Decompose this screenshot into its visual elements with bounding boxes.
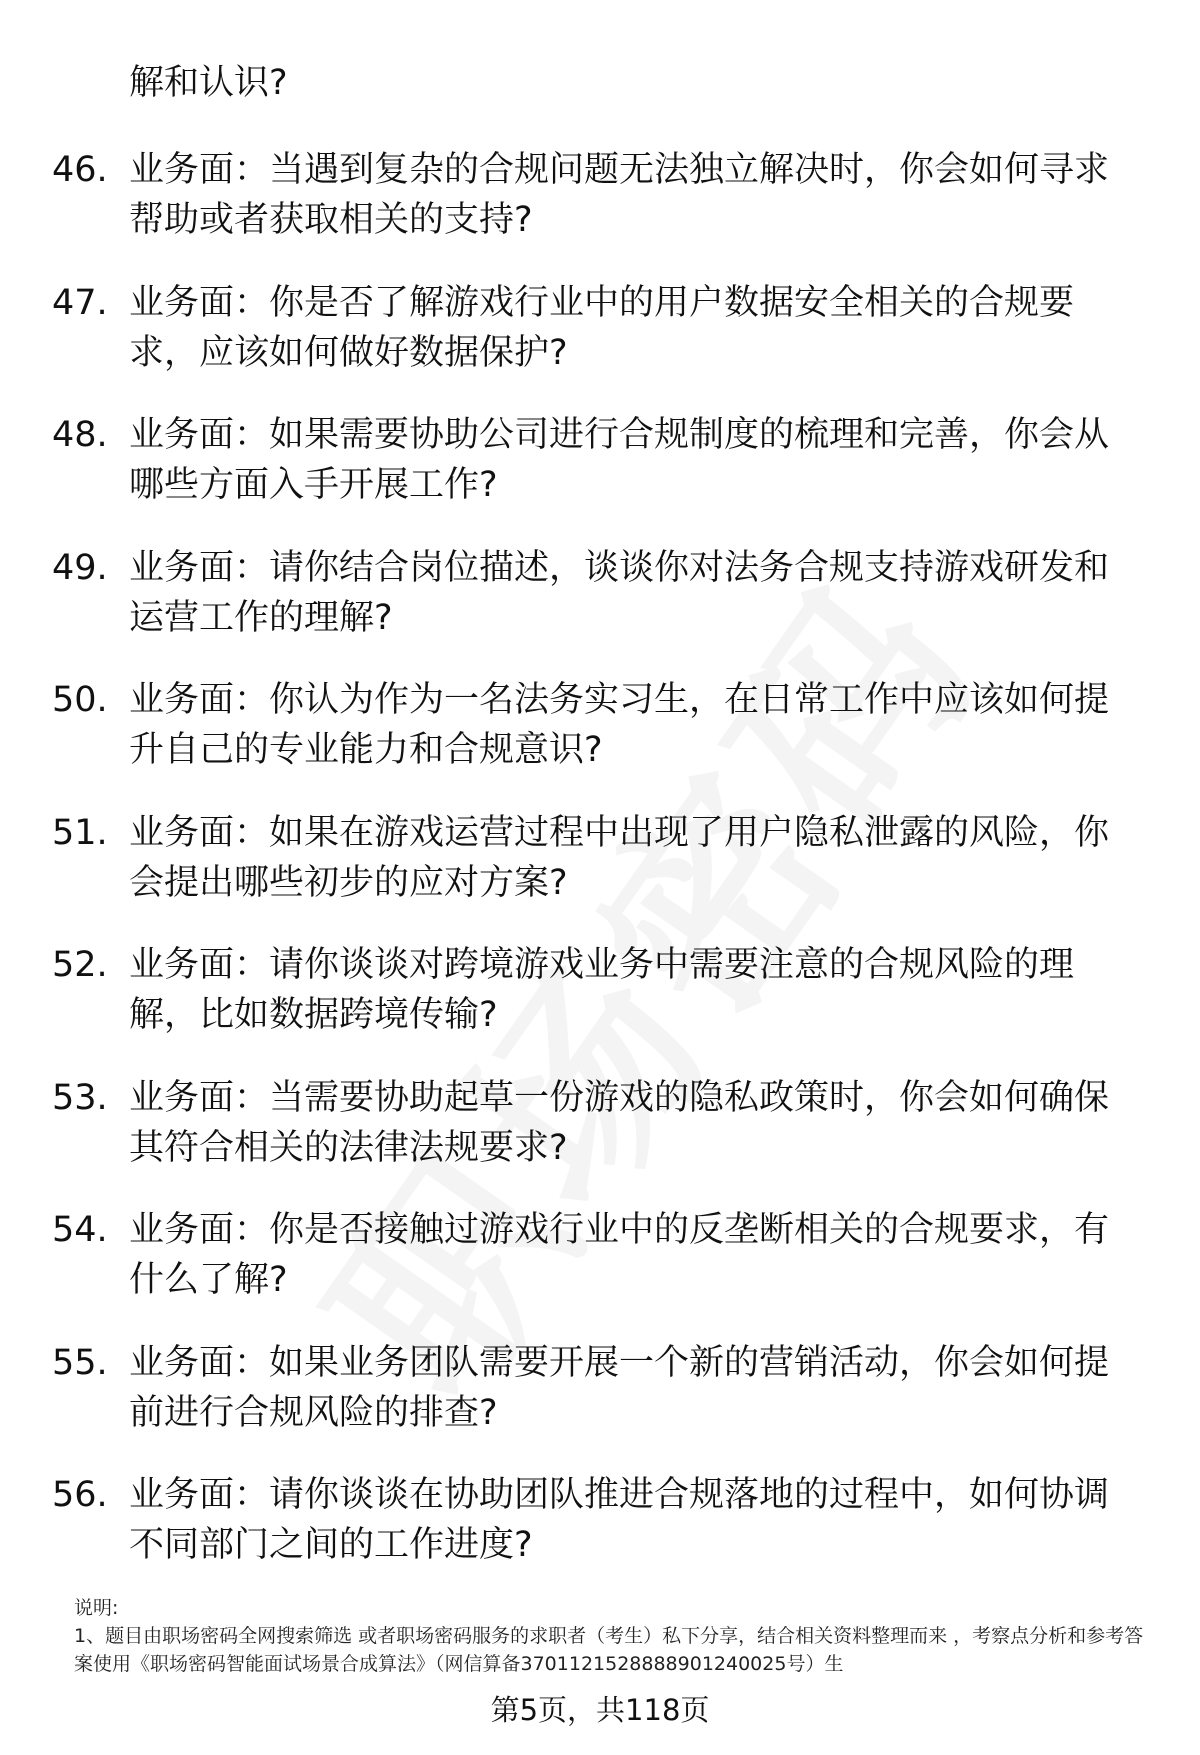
footnote [74, 1594, 1154, 1678]
question-text: 业务面：你是否了解游戏行业中的用户数据安全相关的合规要求，应该如何做好数据保护? [129, 282, 1075, 373]
question-text: 业务面：当需要协助起草一份游戏的隐私政策时，你会如何确保其符合相关的法律法规要求? [129, 1077, 1110, 1168]
question-item [0, 675, 1200, 808]
question-number: 54. [52, 1210, 108, 1250]
question-number: 53. [52, 1077, 108, 1118]
question-list [0, 145, 1200, 1603]
question-item [0, 410, 1200, 543]
question-text: 业务面：如果在游戏运营过程中出现了用户隐私泄露的风险，你会提出哪些初步的应对方案? [129, 812, 1110, 903]
question-item [0, 543, 1200, 676]
question-item [0, 808, 1200, 941]
question-item [0, 1338, 1200, 1471]
footnote-text: 1、题目由职场密码全网搜索筛选 或者职场密码服务的求职者（考生）私下分享，结合相关资料整理而来 ，考察点分析和参考答案使用《职场密码智能面试场景合成算法》（网信算备3701121528888901240025号）生 [74, 1625, 1144, 1675]
question-text: 业务面：你认为作为一名法务实习生，在日常工作中应该如何提升自己的专业能力和合规意识? [129, 680, 1110, 770]
footnote-title: 说明: [74, 1597, 119, 1619]
question-text: 业务面：你是否接触过游戏行业中的反垄断相关的合规要求，有什么了解? [129, 1210, 1110, 1300]
question-number: 49. [52, 547, 108, 588]
question-text: 业务面：请你谈谈在协助团队推进合规落地的过程中，如何协调不同部门之间的工作进度? [129, 1475, 1110, 1565]
question-number: 55. [52, 1342, 108, 1383]
question-text: 业务面：请你谈谈对跨境游戏业务中需要注意的合规风险的理解，比如数据跨境传输? [129, 945, 1075, 1035]
question-text: 业务面：请你结合岗位描述，谈谈你对法务合规支持游戏研发和运营工作的理解? [129, 547, 1110, 638]
question-text: 业务面：如果需要协助公司进行合规制度的梳理和完善，你会从哪些方面入手开展工作? [129, 415, 1110, 505]
question-number: 48. [52, 415, 108, 455]
question-item [0, 940, 1200, 1073]
question-item [0, 1073, 1200, 1206]
question-item [0, 145, 1200, 278]
question-number: 51. [52, 812, 108, 853]
question-item [0, 278, 1200, 411]
question-number: 52. [52, 945, 108, 985]
question-number: 56. [52, 1475, 108, 1515]
question-number: 47. [52, 282, 108, 323]
question-item [0, 1470, 1200, 1603]
page-indicator: 第5页，共118页 [490, 1693, 710, 1727]
question-number: 50. [52, 680, 108, 720]
question-item [0, 1205, 1200, 1338]
continuation-text: 解和认识? [129, 63, 288, 103]
question-text: 业务面：如果业务团队需要开展一个新的营销活动，你会如何提前进行合规风险的排查? [129, 1342, 1110, 1433]
question-text: 业务面：当遇到复杂的合规问题无法独立解决时，你会如何寻求帮助或者获取相关的支持? [129, 150, 1110, 240]
question-number: 46. [52, 150, 108, 190]
